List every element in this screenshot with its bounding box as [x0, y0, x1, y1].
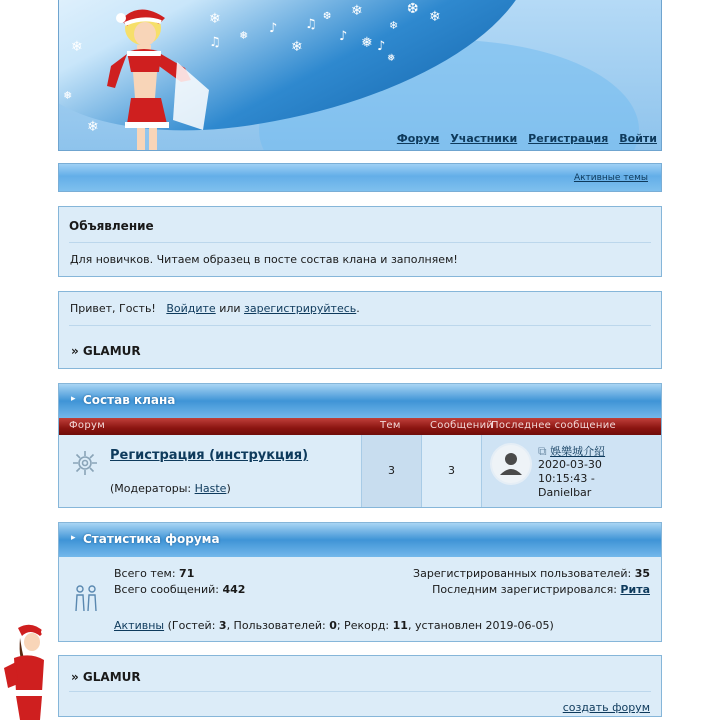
stats-header: [59, 523, 661, 557]
snowflake-icon: ❅: [387, 53, 396, 64]
santa-girl-illustration: [81, 2, 221, 151]
breadcrumb: » GLAMUR: [71, 344, 141, 358]
active-users-link[interactable]: Активны: [114, 619, 165, 632]
stats-title: Статистика форума: [83, 532, 220, 546]
moderators-prefix: (Модераторы:: [110, 482, 195, 495]
forum-info-cell: [59, 435, 362, 507]
category-header: [59, 384, 661, 418]
record-date: , установлен 2019-06-05): [407, 619, 554, 632]
stats-topics-label: Всего тем:: [114, 567, 180, 580]
nav-members-link[interactable]: Участники: [450, 132, 518, 145]
nav-register-link[interactable]: Регистрация: [528, 132, 609, 145]
snowflake-icon: ❄: [291, 39, 303, 55]
users-online-count: 0: [329, 619, 337, 632]
col-posts: Сообщений: [430, 420, 494, 431]
new-post-icon: ⧉: [538, 444, 547, 458]
snowflake-icon: ❆: [323, 11, 332, 22]
stats-body: [59, 557, 661, 641]
forum-topics-count: 3: [362, 435, 422, 507]
stats-block: [58, 522, 662, 642]
stats-topics: [114, 567, 194, 580]
snowflake-icon: ❄: [87, 119, 99, 135]
stats-online: [114, 619, 554, 632]
site-header-banner: [58, 0, 662, 151]
register-link[interactable]: зарегистрируйтесь: [244, 302, 357, 315]
snowflake-icon: ❄: [209, 11, 221, 27]
stats-last-registered: [432, 583, 650, 596]
record-count: 11: [392, 619, 408, 632]
snowflake-icon: ❅: [361, 35, 373, 51]
music-note-icon: ♪: [377, 39, 386, 54]
moderators-suffix: ): [226, 482, 231, 495]
user-avatar-icon[interactable]: [492, 445, 530, 483]
people-icon: [73, 583, 99, 613]
last-post-date: 2020-03-30 10:15:43 - Danielbar: [538, 458, 602, 499]
snowflake-icon: ❄: [351, 3, 363, 19]
stats-users-value: 35: [634, 567, 650, 580]
snowflake-icon: ❄: [71, 39, 83, 55]
music-note-icon: ♪: [339, 29, 348, 44]
top-bar: [58, 163, 662, 192]
snowflake-icon: ❅: [63, 89, 73, 102]
stats-users: [413, 567, 650, 580]
snowflake-icon: ❆: [407, 1, 419, 17]
stats-posts-value: 442: [222, 583, 246, 596]
forum-title-link[interactable]: Регистрация (инструкция): [110, 448, 309, 463]
category-title[interactable]: Состав клана: [83, 393, 176, 407]
forum-moderators: [110, 482, 231, 495]
last-post-link[interactable]: 娛樂城介紹: [550, 445, 606, 458]
col-forum: Форум: [69, 420, 106, 431]
snowflake-icon: ❄: [429, 9, 441, 25]
users-online-label: , Пользователей:: [226, 619, 330, 632]
stats-topics-value: 71: [179, 567, 195, 580]
forum-row: [59, 435, 661, 507]
nav-forum-link[interactable]: Форум: [396, 132, 440, 145]
greeting-dot: .: [356, 302, 360, 315]
col-topics: Тем: [380, 420, 401, 431]
record-label: ; Рекорд:: [336, 619, 393, 632]
side-santa-girl-illustration: [0, 622, 50, 720]
stats-users-label: Зарегистрированных пользователей:: [413, 567, 635, 580]
last-post-line: [538, 443, 605, 459]
forum-posts-count: 3: [422, 435, 482, 507]
snowflake-icon: ❅: [239, 29, 249, 42]
last-registered-user-link[interactable]: Рита: [620, 583, 650, 596]
footer-divider: [69, 691, 651, 692]
announcement-box: [58, 206, 662, 277]
forum-gear-icon: [71, 449, 99, 477]
col-last-post: Последнее сообщение: [491, 420, 616, 431]
stats-posts-label: Всего сообщений:: [114, 583, 223, 596]
arrow-right-icon: ▸: [71, 394, 76, 404]
music-note-icon: ♪: [269, 21, 278, 36]
announcement-text: Для новичков. Читаем образец в посте состав клана и заполняем!: [70, 253, 458, 266]
category-block: [58, 383, 662, 508]
footer-box: [58, 655, 662, 717]
create-forum-link[interactable]: создать форум: [562, 701, 650, 714]
stats-posts: [114, 583, 245, 596]
greeting-line: [69, 302, 651, 326]
music-note-icon: ♫: [209, 35, 221, 50]
page: [58, 0, 662, 717]
login-link[interactable]: Войдите: [166, 302, 216, 315]
forum-last-post-cell: [482, 435, 661, 507]
nav-login-link[interactable]: Войти: [619, 132, 657, 145]
active-topics-link[interactable]: Активные темы: [573, 173, 648, 183]
music-note-icon: ♫: [305, 17, 317, 32]
announcement-title: Объявление: [69, 217, 651, 243]
forum-column-headers: [59, 418, 661, 435]
stats-last-reg-label: Последним зарегистрировался:: [432, 583, 621, 596]
greeting-box: [58, 291, 662, 369]
greeting-text: Привет, Гость!: [70, 302, 156, 315]
greeting-or: или: [219, 302, 241, 315]
moderator-link[interactable]: Haste: [194, 482, 227, 495]
main-nav: [397, 132, 657, 145]
guests-count: 3: [218, 619, 227, 632]
snowflake-icon: ❄: [389, 19, 399, 32]
arrow-right-icon: ▸: [71, 533, 76, 543]
guests-label: (Гостей:: [164, 619, 219, 632]
footer-breadcrumb: » GLAMUR: [71, 670, 141, 684]
